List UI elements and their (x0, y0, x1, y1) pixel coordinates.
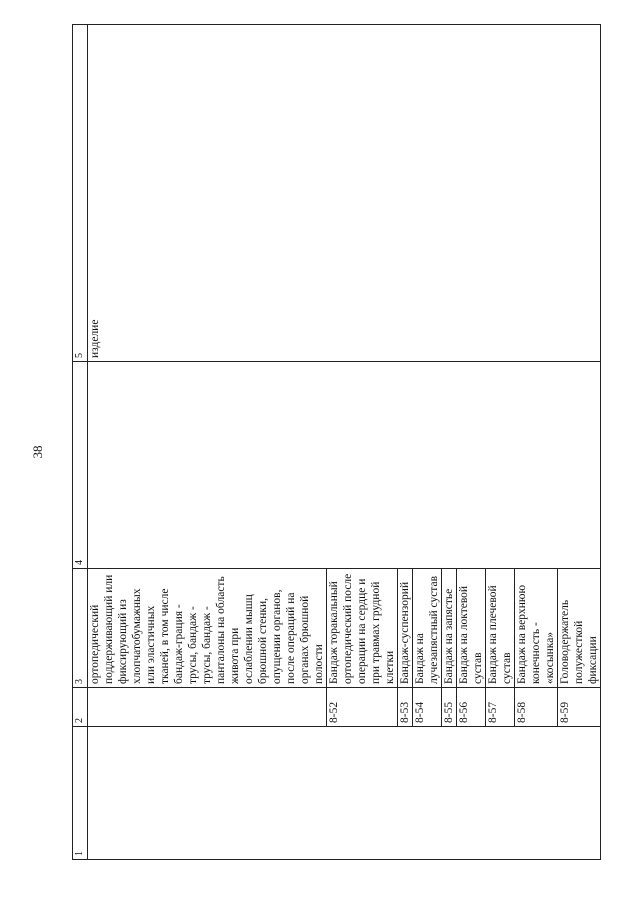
cell-text: Бандаж на плечевой сустав (486, 569, 515, 688)
cell-text: Бандаж на лучезапястный сустав (413, 569, 442, 688)
cell-code: 8-58 (515, 688, 558, 727)
cell-text: Бандаж на запястье (442, 569, 457, 688)
table (72, 24, 601, 860)
column-header: 3 (73, 569, 88, 688)
cell-text: Головодержатель полужесткой фиксации (558, 569, 601, 688)
cell-text: ортопедический поддерживающий или фиксирующий из хлопчатобумажных или эластичных тканей, в том числе бандаж-грация - трусы, бандаж - трусы, бандаж - панталоны на область живота при ослаблении мышц брюшной стенки, опущении органов, после операций на органах брюшной полости (88, 569, 327, 688)
cell-col5: изделие (88, 25, 601, 362)
cell-code: 8-57 (486, 688, 515, 727)
cell-code: 8-52 (327, 688, 398, 727)
table-row (88, 25, 327, 860)
rotated-table-container (72, 60, 612, 860)
column-header: 4 (73, 362, 88, 569)
cell-text: Бандаж торакальный ортопедический после операции на сердце и при травмах грудной клетки (327, 569, 398, 688)
cell-code: 8-55 (442, 688, 457, 727)
cell-text: Бандаж на верхнюю конечность - «косынка» (515, 569, 558, 688)
cell-col4 (88, 362, 601, 569)
column-header: 1 (73, 727, 88, 860)
cell-code: 8-53 (398, 688, 413, 727)
cell-code: 8-56 (457, 688, 486, 727)
cell-code (88, 688, 327, 727)
cell-code: 8-59 (558, 688, 601, 727)
column-header: 2 (73, 688, 88, 727)
page-number: 38 (30, 445, 45, 459)
cell-text: Бандаж-суспензорий (398, 569, 413, 688)
cell-text: Бандаж на локтевой сустав (457, 569, 486, 688)
column-header: 5 (73, 25, 88, 362)
cell-code: 8-54 (413, 688, 442, 727)
cell-col1 (88, 727, 601, 860)
header-row (73, 25, 88, 860)
